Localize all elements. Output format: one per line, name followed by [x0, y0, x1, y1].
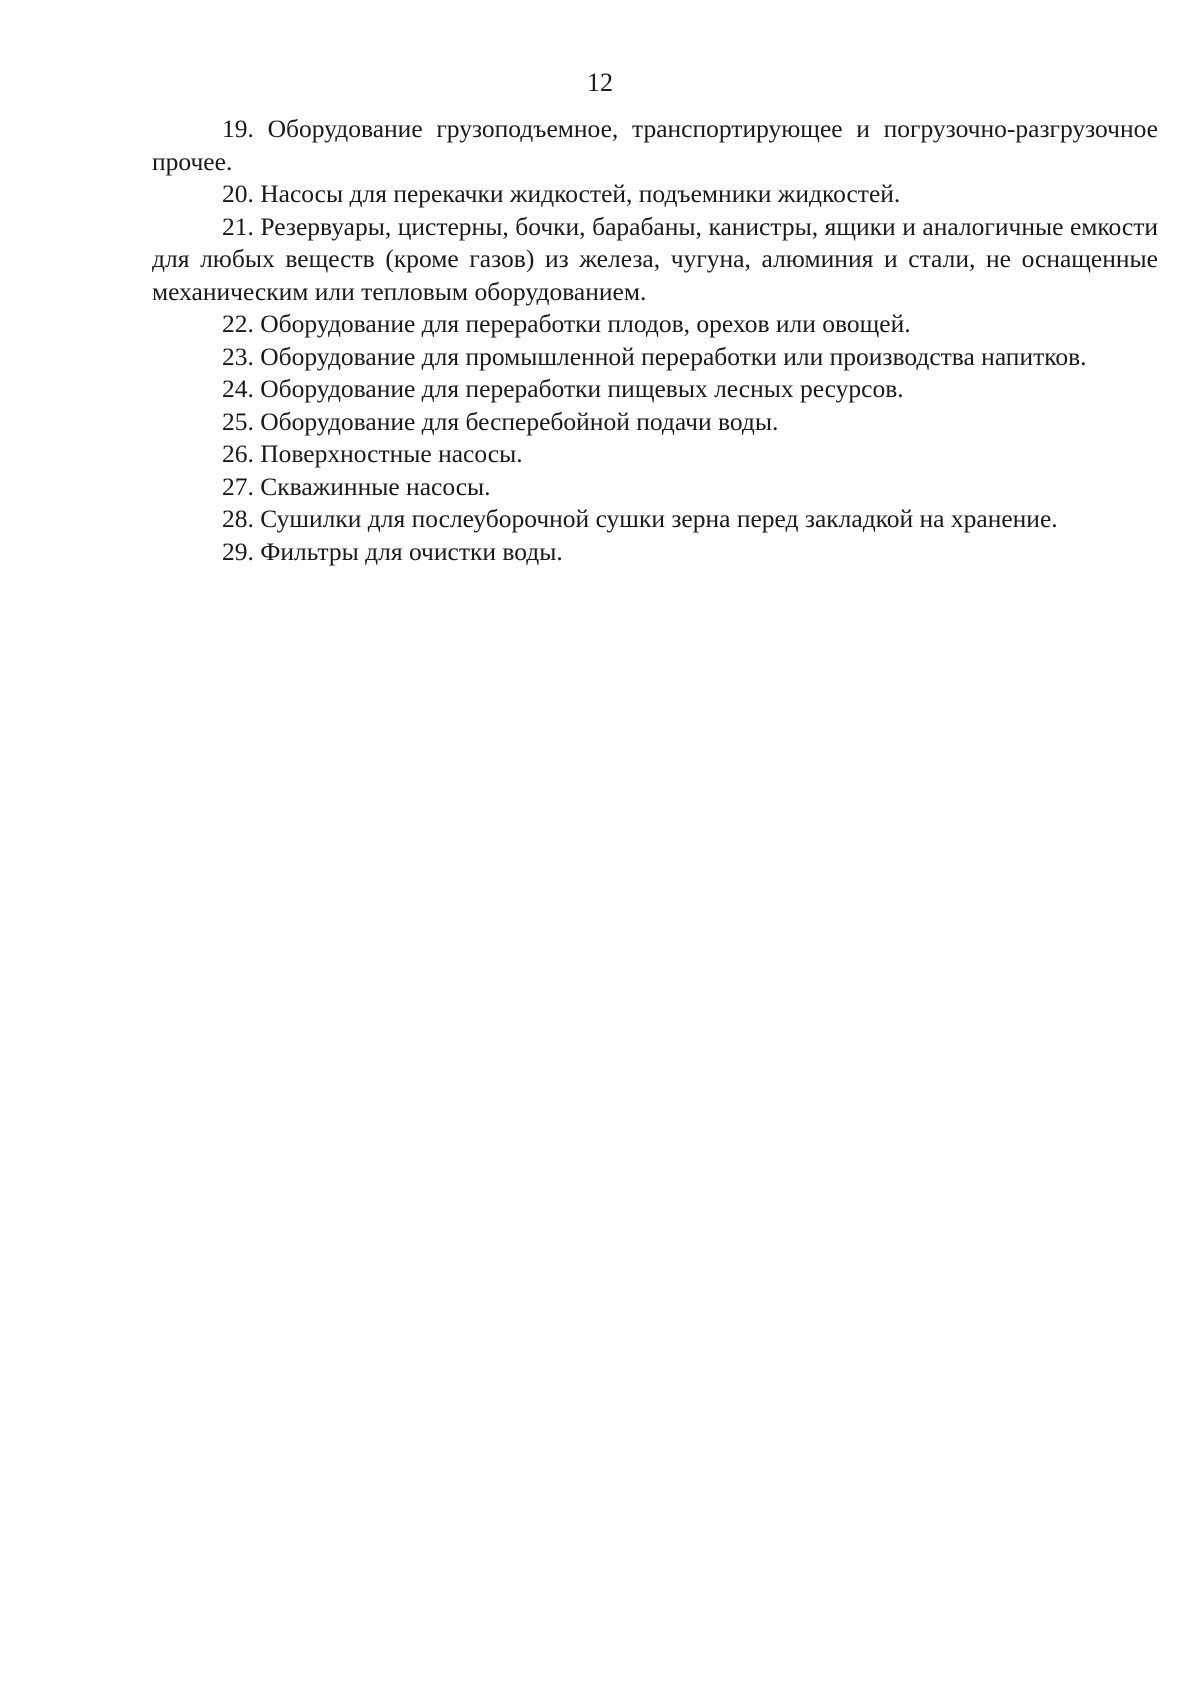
item-text: Оборудование для бесперебойной подачи воды.: [260, 406, 779, 436]
item-number: 19.: [222, 114, 254, 143]
item-text: Оборудование для переработки плодов, орехов или овощей.: [260, 309, 911, 338]
list-item: [152, 503, 1158, 536]
list-item: [152, 211, 1158, 309]
list-item: [152, 471, 1158, 504]
item-text: Скважинные насосы.: [260, 471, 491, 501]
item-number: 23.: [222, 341, 254, 371]
list-item: [152, 406, 1158, 439]
list-item: [152, 373, 1158, 406]
item-number: 22.: [222, 309, 254, 338]
item-number: 28.: [222, 504, 254, 533]
item-number: 24.: [222, 374, 254, 403]
item-text: Поверхностные насосы.: [260, 439, 523, 468]
item-number: 21.: [222, 211, 254, 241]
item-number: 29.: [222, 536, 254, 566]
item-text: Резервуары, цистерны, бочки, барабаны, канистры, ящики и аналогичные емкости для любых веществ (кроме газов) из железа, чугуна, алюминия и стали, не оснащенные механическим или тепловым оборудованием.: [152, 211, 1159, 306]
page-number: 12: [587, 68, 613, 97]
list-item: [152, 113, 1158, 178]
item-number: 26.: [222, 439, 254, 468]
item-text: Сушилки для послеуборочной сушки зерна перед закладкой на хранение.: [260, 504, 1058, 533]
item-text: Оборудование грузоподъемное, транспортирующее и погрузочно-разгрузочное прочее.: [152, 114, 1159, 176]
item-text: Оборудование для переработки пищевых лесных ресурсов.: [260, 374, 904, 403]
list-item: [152, 536, 1158, 569]
list-item: [152, 341, 1158, 374]
item-text: Фильтры для очистки воды.: [260, 536, 563, 566]
item-text: Насосы для перекачки жидкостей, подъемники жидкостей.: [260, 179, 901, 208]
item-number: 27.: [222, 471, 254, 501]
list-item: [152, 438, 1158, 471]
item-number: 25.: [222, 406, 254, 436]
item-number: 20.: [222, 179, 254, 208]
list-item: [152, 178, 1158, 211]
equipment-list: [152, 113, 1158, 568]
item-text: Оборудование для промышленной переработки или производства напитков.: [260, 341, 1087, 371]
list-item: [152, 308, 1158, 341]
